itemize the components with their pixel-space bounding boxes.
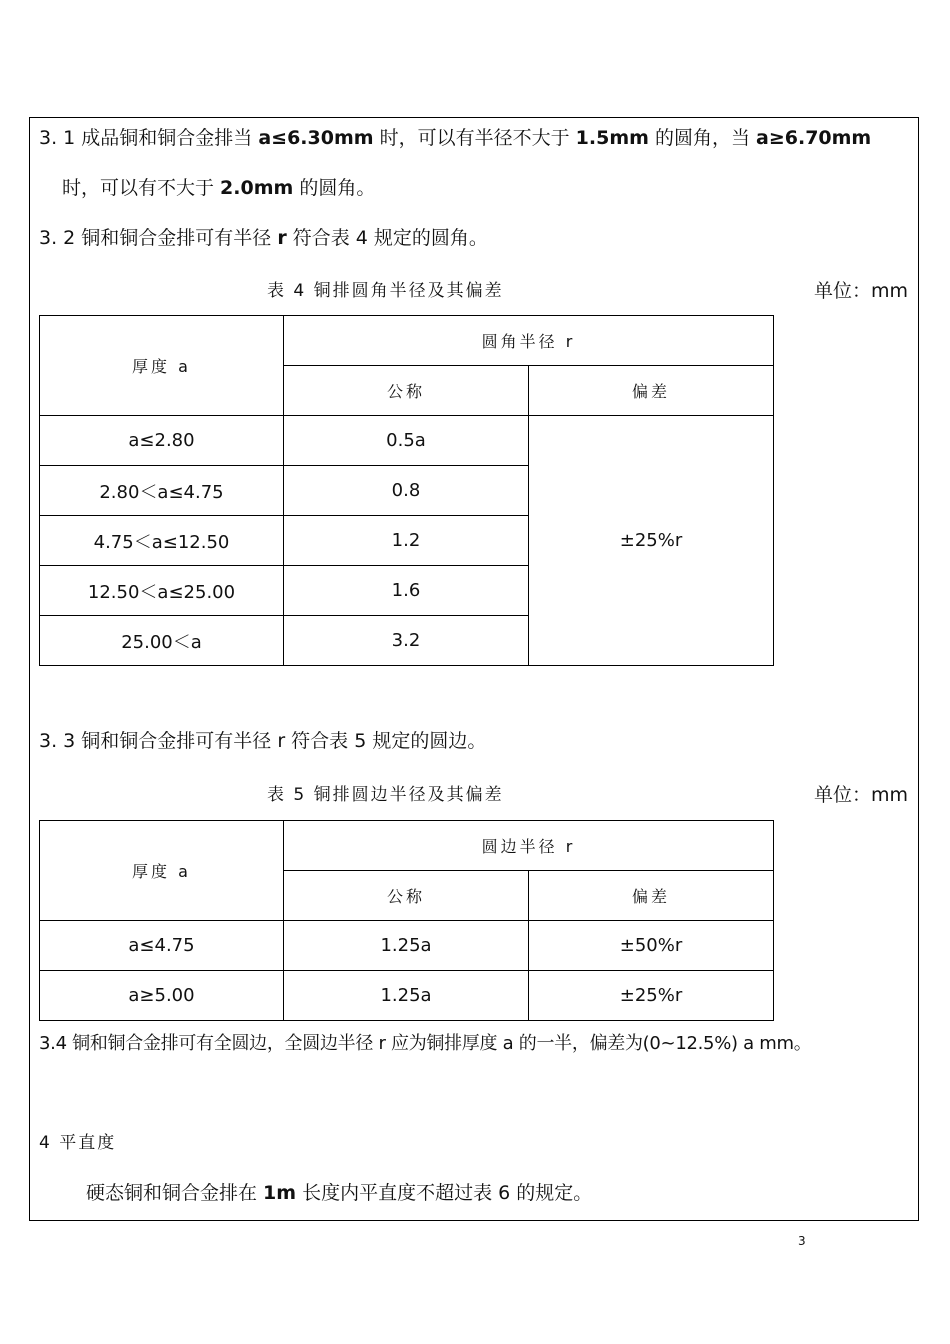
text: 的圆角，当 xyxy=(648,127,757,149)
text: 3. 1 成品铜和铜合金排当 xyxy=(39,127,259,149)
page-number: 3 xyxy=(798,1234,806,1248)
header-deviation: 偏差 xyxy=(529,871,774,921)
header-deviation: 偏差 xyxy=(529,366,774,416)
cell-deviation: ±25%r xyxy=(529,971,774,1021)
cell-nominal: 0.5a xyxy=(284,416,529,466)
cell-range: 12.50＜a≤25.00 xyxy=(40,566,284,616)
table5-caption: 表 5 铜排圆边半径及其偏差 xyxy=(267,785,504,805)
cell-nominal: 0.8 xyxy=(284,466,529,516)
header-nominal: 公称 xyxy=(284,871,529,921)
cell-nominal: 1.6 xyxy=(284,566,529,616)
text: 硬态铜和铜合金排在 xyxy=(86,1182,264,1204)
text: 时，可以有半径不大于 xyxy=(373,127,576,149)
table-5 xyxy=(39,820,774,1021)
header-radius: 圆边半径 r xyxy=(284,821,774,871)
bold-value: 2.0mm xyxy=(220,177,294,199)
cell-nominal: 1.25a xyxy=(284,921,529,971)
cell-range: a≤4.75 xyxy=(40,921,284,971)
bold-value: a≥6.70mm xyxy=(756,127,872,149)
table4-unit: 单位：mm xyxy=(814,280,909,302)
text: 3. 2 铜和铜合金排可有半径 xyxy=(39,227,278,249)
section-3-3: 3. 3 铜和铜合金排可有半径 r 符合表 5 规定的圆边。 xyxy=(39,730,487,752)
cell-deviation: ±50%r xyxy=(529,921,774,971)
header-radius: 圆角半径 r xyxy=(284,316,774,366)
table-row xyxy=(40,921,774,971)
section-3-2 xyxy=(39,226,488,250)
text: 符合表 4 规定的圆角。 xyxy=(286,227,488,249)
bold-value: r xyxy=(277,227,287,249)
bold-value: a≤6.30mm xyxy=(258,127,374,149)
section-3-1-line1 xyxy=(39,126,871,150)
header-thickness: 厚度 a xyxy=(40,316,284,416)
cell-range: 25.00＜a xyxy=(40,616,284,666)
cell-nominal: 3.2 xyxy=(284,616,529,666)
cell-range: a≤2.80 xyxy=(40,416,284,466)
header-nominal: 公称 xyxy=(284,366,529,416)
cell-range: a≥5.00 xyxy=(40,971,284,1021)
section-4-heading: 4 平直度 xyxy=(39,1133,117,1153)
cell-nominal: 1.25a xyxy=(284,971,529,1021)
section-3-4: 3.4 铜和铜合金排可有全圆边，全圆边半径 r 应为铜排厚度 a 的一半，偏差为(0~12.5%) a mm。 xyxy=(39,1033,812,1054)
text: 的圆角。 xyxy=(293,177,376,199)
cell-range: 2.80＜a≤4.75 xyxy=(40,466,284,516)
section-3-1-line2 xyxy=(62,176,375,200)
cell-range: 4.75＜a≤12.50 xyxy=(40,516,284,566)
table-row xyxy=(40,971,774,1021)
bold-value: 1.5mm xyxy=(575,127,649,149)
table4-caption: 表 4 铜排圆角半径及其偏差 xyxy=(267,281,504,301)
header-thickness: 厚度 a xyxy=(40,821,284,921)
bold-value: 1m xyxy=(263,1182,297,1204)
cell-nominal: 1.2 xyxy=(284,516,529,566)
cell-deviation: ±25%r xyxy=(529,416,774,666)
table5-unit: 单位：mm xyxy=(814,784,909,806)
text: 长度内平直度不超过表 6 的规定。 xyxy=(296,1182,593,1204)
table-row xyxy=(40,416,774,466)
table-4 xyxy=(39,315,774,666)
section-4-text xyxy=(86,1181,592,1205)
text: 时，可以有不大于 xyxy=(62,177,221,199)
